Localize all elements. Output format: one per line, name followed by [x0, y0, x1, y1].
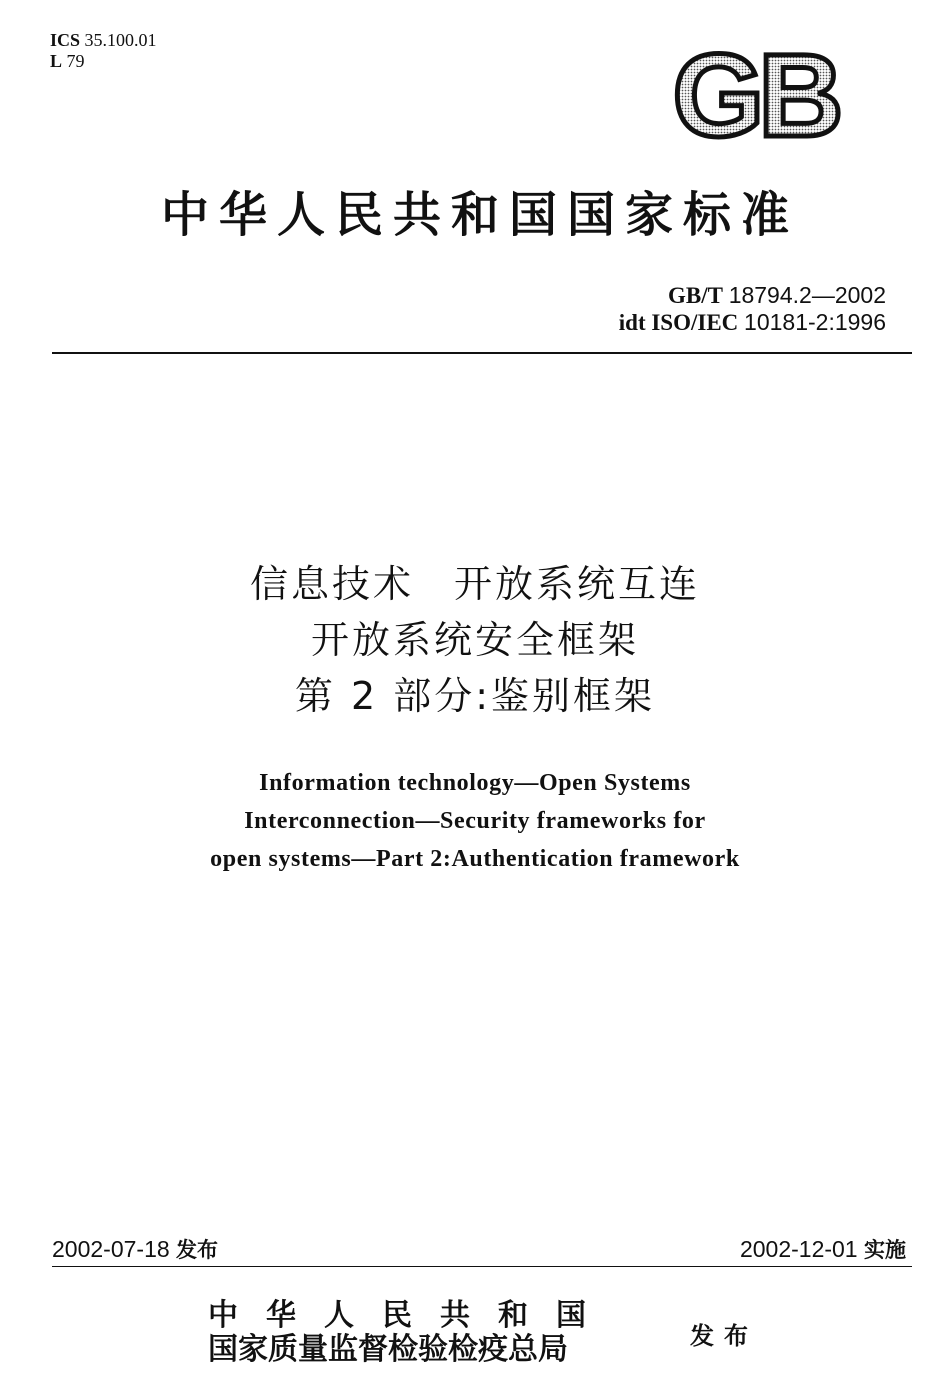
ics-code — [50, 30, 157, 51]
gb-number — [619, 282, 886, 309]
l-label: L — [50, 51, 63, 71]
l-value: 79 — [66, 51, 85, 71]
ics-label: ICS — [50, 30, 81, 50]
implementation-date — [740, 1234, 906, 1264]
gb-number-label: GB/T — [667, 283, 723, 308]
idt-number-value: 10181-2:1996 — [744, 309, 886, 335]
page-title: 中华人民共和国国家标准 — [160, 187, 799, 243]
header-divider — [52, 352, 912, 354]
en-title-line-1: Information technology—Open Systems — [259, 770, 691, 796]
issuer-action: 发布 — [690, 1321, 758, 1350]
footer-divider — [52, 1266, 912, 1267]
idt-number — [619, 309, 886, 336]
l-code — [50, 51, 157, 72]
cn-title-line-1 — [0, 556, 950, 612]
classification-codes — [50, 30, 157, 72]
idt-number-label: idt ISO/IEC — [618, 310, 739, 335]
gb-logo-text: GB — [672, 44, 838, 144]
ics-value: 35.100.01 — [84, 30, 157, 50]
cn-title-line-1b: 开放系统互连 — [454, 562, 701, 606]
cn-title-line-2: 开放系统安全框架 — [310, 618, 639, 662]
gb-number-value: 18794.2—2002 — [728, 282, 886, 308]
issuer-agency: 国家质量监督检验检疫总局 — [208, 1332, 568, 1367]
cn-title-line-1a: 信息技术 — [249, 562, 414, 606]
document-title-english — [0, 764, 950, 878]
issue-date-suffix: 发布 — [176, 1238, 219, 1262]
document-title-chinese — [0, 556, 950, 724]
en-title-line-3: open systems—Part 2:Authentication framework — [210, 846, 740, 872]
implementation-date-suffix: 实施 — [864, 1238, 906, 1262]
gb-logo — [660, 44, 850, 144]
standard-numbers — [619, 282, 886, 336]
issue-date — [52, 1234, 218, 1264]
issue-date-value: 2002-07-18 — [52, 1236, 170, 1262]
implementation-date-value: 2002-12-01 — [739, 1236, 858, 1262]
issuer-country: 中华人民共和国 — [208, 1298, 614, 1333]
cn-title-line-3: 第 2 部分:鉴别框架 — [294, 674, 656, 718]
en-title-line-2: Interconnection—Security frameworks for — [244, 808, 706, 834]
